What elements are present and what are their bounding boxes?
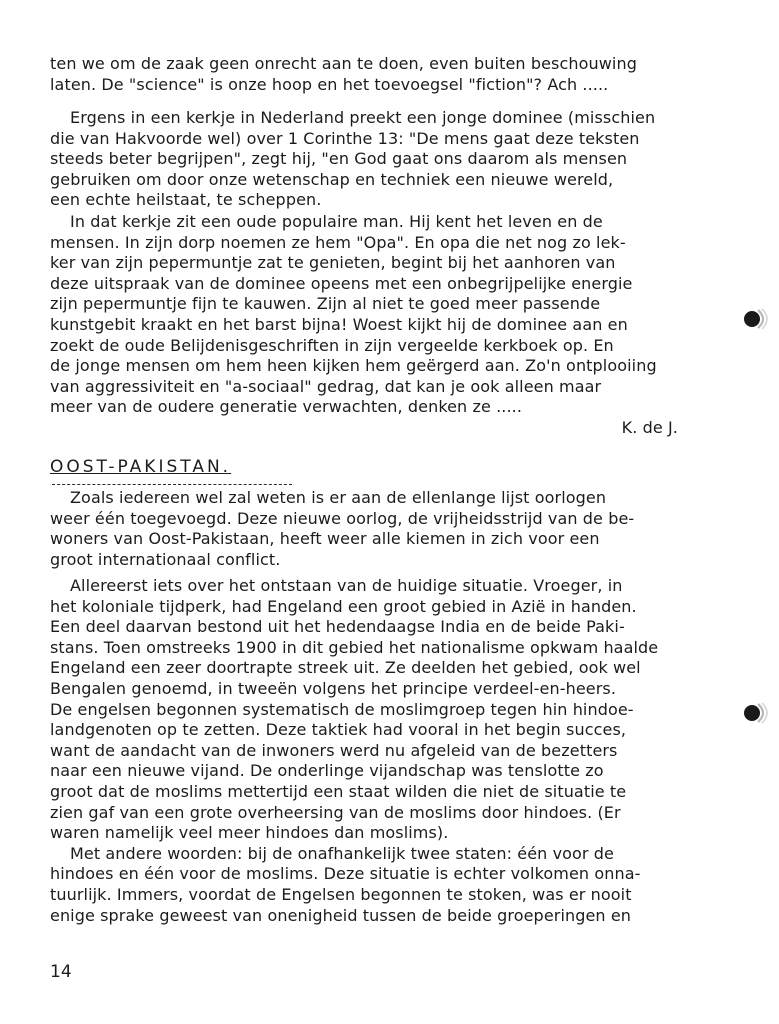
text-line: groot internationaal conflict. xyxy=(50,549,281,569)
text-line: ker van zijn pepermuntje zat te genieten, begint bij het aanhoren van xyxy=(50,253,616,273)
text-line: De engelsen begonnen systematisch de moslimgroep tegen hin hindoe- xyxy=(50,699,634,719)
text-line: Allereerst iets over het ontstaan van de huidige situatie. Vroeger, in xyxy=(70,576,623,595)
text-line: In dat kerkje zit een oude populaire man. Hij kent het leven en de xyxy=(70,212,603,231)
paragraph-sermon xyxy=(50,108,690,211)
text-line: zien gaf van een grote overheersing van de moslims door hindoes. (Er xyxy=(50,802,621,822)
heading-dashed-underline xyxy=(52,484,292,485)
text-line: een echte heilstaat, te scheppen. xyxy=(50,190,322,210)
text-line: naar een nieuwe vijand. De onderlinge vijandschap was tenslotte zo xyxy=(50,761,604,781)
text-line: groot dat de moslims mettertijd een staat wilden die niet de situatie te xyxy=(50,781,627,801)
text-line: van aggressiviteit en "a-sociaal" gedrag, dat kan je ook alleen maar xyxy=(50,376,602,396)
page-number: 14 xyxy=(50,962,72,982)
text-line: woners van Oost-Pakistaan, heeft weer alle kiemen in zich voor een xyxy=(50,529,600,549)
text-line: ten we om de zaak geen onrecht aan te doen, even buiten beschouwing xyxy=(50,54,637,73)
text-line: mensen. In zijn dorp noemen ze hem "Opa". En opa die net nog zo lek- xyxy=(50,232,626,252)
paragraph-opa xyxy=(50,212,690,439)
text-line: het koloniale tijdperk, had Engeland een groot gebied in Azië in handen. xyxy=(50,596,637,616)
text-line: kunstgebit kraakt en het barst bijna! Woest kijkt hij de dominee aan en xyxy=(50,314,628,334)
section-heading: OOST-PAKISTAN. xyxy=(50,457,232,477)
author-signature: K. de J. xyxy=(621,417,678,437)
text-line: deze uitspraak van de dominee opeens met een onbegrijpelijke energie xyxy=(50,273,633,293)
punch-hole-icon xyxy=(738,306,770,332)
text-line: zijn pepermuntje fijn te kauwen. Zijn al niet te goed meer passende xyxy=(50,294,601,314)
text-line: Ergens in een kerkje in Nederland preekt een jonge dominee (misschien xyxy=(70,108,656,127)
text-line: Engeland een zeer doortrapte streek uit. Ze deelden het gebied, ook wel xyxy=(50,658,641,678)
text-line: tuurlijk. Immers, voordat de Engelsen begonnen te stoken, was er nooit xyxy=(50,884,632,904)
text-line: Zoals iedereen wel zal weten is er aan de ellenlange lijst oorlogen xyxy=(70,488,607,507)
text-line: enige sprake geweest van onenigheid tussen de beide groeperingen en xyxy=(50,905,632,925)
text-line: Bengalen genoemd, in tweeën volgens het principe verdeel-en-heers. xyxy=(50,678,617,698)
text-line: laten. De "science" is onze hoop en het toevoegsel "fiction"? Ach ..... xyxy=(50,74,609,94)
punch-hole-icon xyxy=(738,700,770,726)
text-line: steeds beter begrijpen", zegt hij, "en God gaat ons daarom als mensen xyxy=(50,149,628,169)
text-line: meer van de oudere generatie verwachten, denken ze ..... xyxy=(50,397,523,417)
text-line: waren namelijk veel meer hindoes dan moslims). xyxy=(50,823,449,843)
text-line: de jonge mensen om hem heen kijken hem geërgerd aan. Zo'n ontplooiing xyxy=(50,356,657,376)
section-paragraph-history xyxy=(50,576,690,926)
text-line: hindoes en één voor de moslims. Deze situatie is echter volkomen onna- xyxy=(50,864,641,884)
text-line: zoekt de oude Belijdenisgeschriften in zijn vergeelde kerkboek op. En xyxy=(50,335,614,355)
text-line: die van Hakvoorde wel) over 1 Corinthe 13: "De mens gaat deze teksten xyxy=(50,128,640,148)
text-line: weer één toegevoegd. Deze nieuwe oorlog, de vrijheidsstrijd van de be- xyxy=(50,508,635,528)
intro-paragraph xyxy=(50,54,690,95)
text-line: gebruiken om door onze wetenschap en techniek een nieuwe wereld, xyxy=(50,169,614,189)
text-line: Met andere woorden: bij de onafhankelijk twee staten: één voor de xyxy=(70,843,614,863)
text-line: Een deel daarvan bestond uit het hedendaagse India en de beide Paki- xyxy=(50,617,625,637)
text-line: landgenoten op te zetten. Deze taktiek had vooral in het begin succes, xyxy=(50,720,627,740)
section-paragraph-war xyxy=(50,488,690,570)
text-line: stans. Toen omstreeks 1900 in dit gebied het nationalisme opkwam haalde xyxy=(50,637,659,657)
text-line: want de aandacht van de inwoners werd nu afgeleid van de bezetters xyxy=(50,740,618,760)
